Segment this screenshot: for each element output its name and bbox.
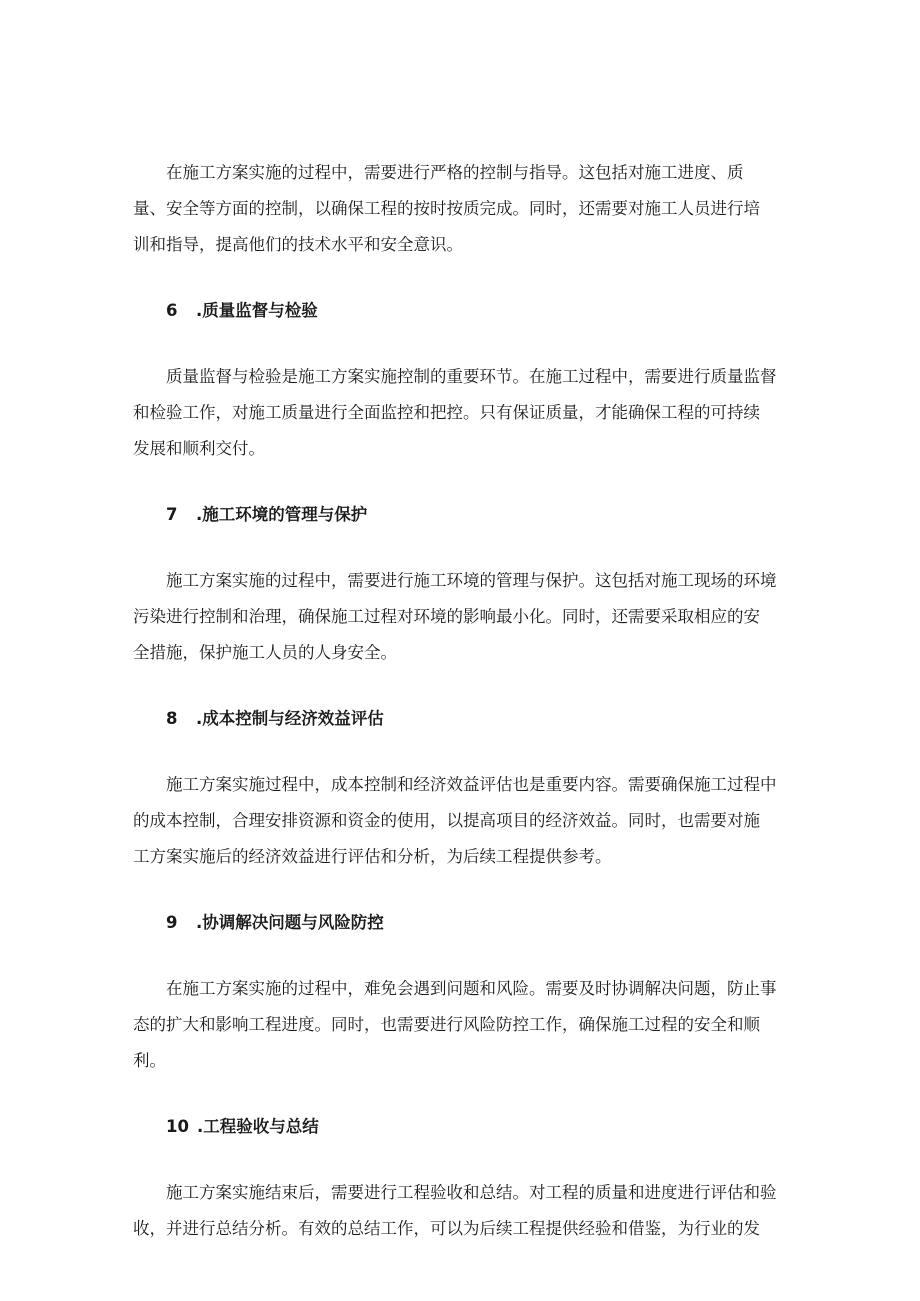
paragraph-line: 和检验工作，对施工质量进行全面监控和把控。只有保证质量，才能确保工程的可持续 — [133, 403, 760, 422]
paragraph-quality-supervision — [133, 359, 793, 467]
paragraph-line: 收，并进行总结分析。有效的总结工作，可以为后续工程提供经验和借鉴，为行业的发 — [133, 1219, 760, 1238]
paragraph-risk-control — [133, 971, 793, 1079]
paragraph-line: 工方案实施后的经济效益进行评估和分析，为后续工程提供参考。 — [133, 847, 612, 866]
paragraph-line: 质量监督与检验是施工方案实施控制的重要环节。在施工过程中，需要进行质量监督 — [166, 367, 777, 386]
section-heading-environment — [133, 497, 793, 533]
paragraph-acceptance-summary — [133, 1175, 793, 1247]
paragraph-line: 污染进行控制和治理，确保施工过程对环境的影响最小化。同时，还需要采取相应的安 — [133, 607, 760, 626]
paragraph-line: 利。 — [133, 1051, 166, 1070]
section-heading-acceptance-summary — [133, 1109, 793, 1145]
paragraph-control-guidance — [133, 155, 793, 263]
section-number: 9 — [166, 913, 178, 932]
paragraph-line: 施工方案实施过程中，成本控制和经济效益评估也是重要内容。需要确保施工过程中 — [166, 775, 777, 794]
paragraph-line: 全措施，保护施工人员的人身安全。 — [133, 643, 397, 662]
paragraph-line: 的成本控制，合理安排资源和资金的使用，以提高项目的经济效益。同时，也需要对施 — [133, 811, 760, 830]
section-number: 6 — [166, 301, 178, 320]
paragraph-line: 态的扩大和影响工程进度。同时，也需要进行风险防控工作，确保施工过程的安全和顺 — [133, 1015, 760, 1034]
paragraph-line: 在施工方案实施的过程中，需要进行严格的控制与指导。这包括对施工进度、质 — [166, 163, 744, 182]
section-title: .协调解决问题与风险防控 — [196, 913, 384, 932]
section-heading-quality-supervision — [133, 293, 793, 329]
paragraph-environment — [133, 563, 793, 671]
section-title: .施工环境的管理与保护 — [196, 505, 368, 524]
section-number: 10 — [166, 1117, 189, 1136]
section-title: .成本控制与经济效益评估 — [196, 709, 384, 728]
paragraph-line: 发展和顺利交付。 — [133, 439, 265, 458]
section-number: 7 — [166, 505, 178, 524]
paragraph-line: 施工方案实施的过程中，需要进行施工环境的管理与保护。这包括对施工现场的环境 — [166, 571, 777, 590]
paragraph-cost-control — [133, 767, 793, 875]
section-title: .工程验收与总结 — [196, 1117, 319, 1136]
section-heading-cost-control — [133, 701, 793, 737]
section-number: 8 — [166, 709, 178, 728]
paragraph-line: 施工方案实施结束后，需要进行工程验收和总结。对工程的质量和进度进行评估和验 — [166, 1183, 777, 1202]
section-heading-risk-control — [133, 905, 793, 941]
section-title: .质量监督与检验 — [196, 301, 318, 320]
document-body — [133, 155, 793, 1247]
paragraph-line: 训和指导，提高他们的技术水平和安全意识。 — [133, 235, 463, 254]
paragraph-line: 量、安全等方面的控制，以确保工程的按时按质完成。同时，还需要对施工人员进行培 — [133, 199, 760, 218]
paragraph-line: 在施工方案实施的过程中，难免会遇到问题和风险。需要及时协调解决问题，防止事 — [166, 979, 777, 998]
